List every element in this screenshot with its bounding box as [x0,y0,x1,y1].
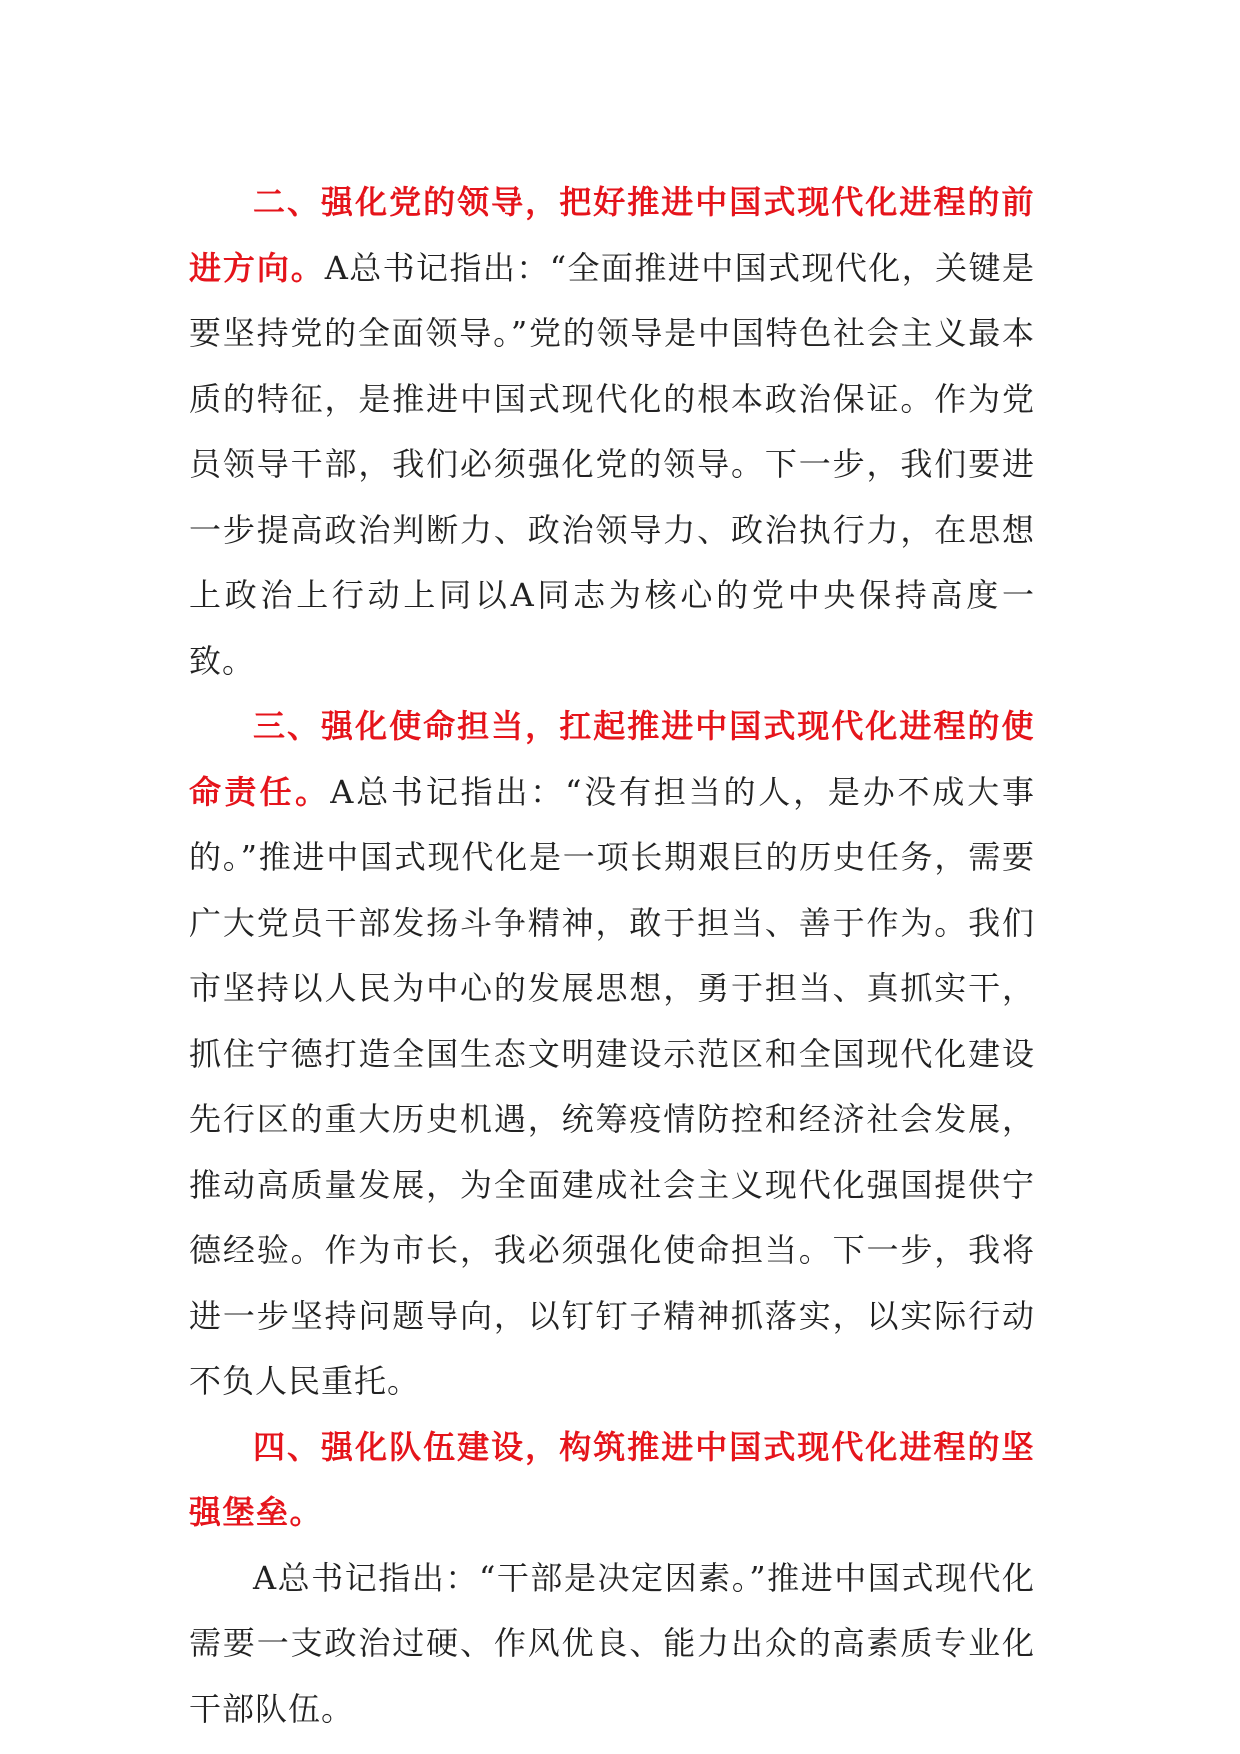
section-2-paragraph [189,170,1035,694]
section-3-heading: 三、强化使命担当，扛起推进中国式现代化进程的使命责任。 [189,707,1035,811]
section-4-body: A总书记指出：“干部是决定因素。”推进中国式现代化需要一支政治过硬、作风优良、能力出众的高素质专业化干部队伍。 [189,1558,1035,1728]
document-body [189,170,1035,1742]
section-4-heading: 四、强化队伍建设，构筑推进中国式现代化进程的坚强堡垒。 [189,1427,1035,1531]
section-2-heading: 二、强化党的领导，把好推进中国式现代化进程的前进方向。 [189,183,1035,287]
section-4-heading-paragraph [189,1415,1035,1546]
section-2-body: A总书记指出：“全面推进中国式现代化，关键是要坚持党的全面领导。”党的领导是中国特色社会主义最本质的特征，是推进中国式现代化的根本政治保证。作为党员领导干部，我们必须强化党的领导。下一步，我们要进一步提高政治判断力、政治领导力、政治执行力，在思想上政治上行动上同以A同志为核心的党中央保持高度一致。 [189,248,1035,680]
section-4-body-paragraph [189,1546,1035,1743]
section-3-paragraph [189,694,1035,1415]
section-3-body: A总书记指出：“没有担当的人，是办不成大事的。”推进中国式现代化是一项长期艰巨的历史任务，需要广大党员干部发扬斗争精神，敢于担当、善于作为。我们市坚持以人民为中心的发展思想，勇于担当、真抓实干，抓住宁德打造全国生态文明建设示范区和全国现代化建设先行区的重大历史机遇，统筹疫情防控和经济社会发展，推动高质量发展，为全面建成社会主义现代化强国提供宁德经验。作为市长，我必须强化使命担当。下一步，我将进一步坚持问题导向，以钉钉子精神抓落实，以实际行动不负人民重托。 [189,772,1035,1400]
